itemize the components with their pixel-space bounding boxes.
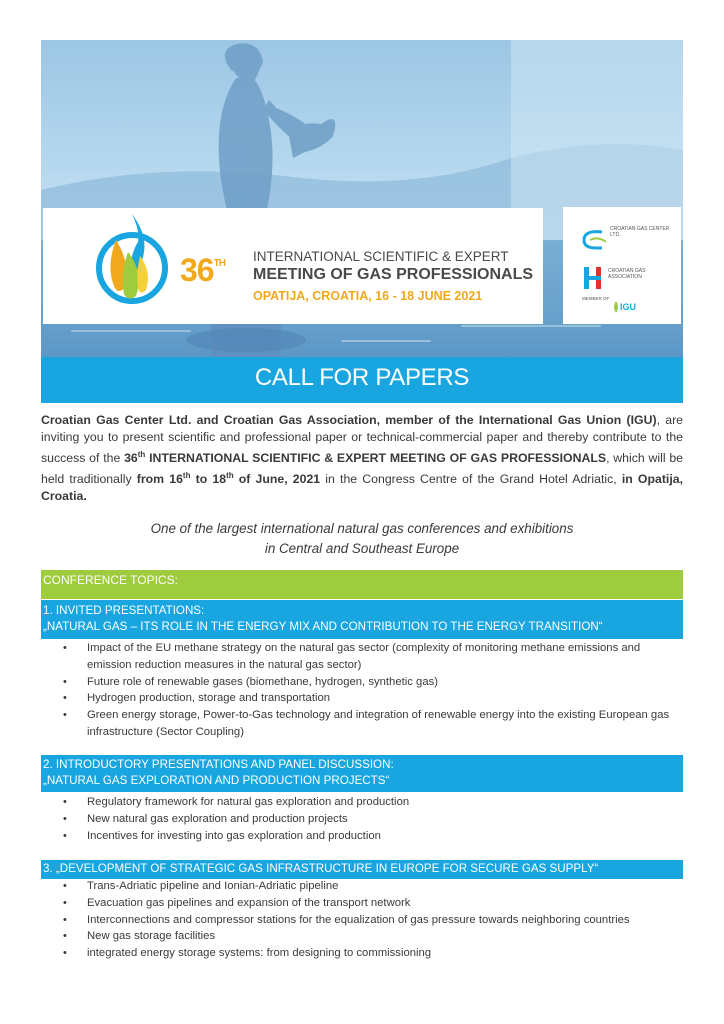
list-item: • Regulatory framework for natural gas exploration and production [41, 794, 683, 811]
bullet-icon: • [63, 896, 67, 909]
list-item: • Trans-Adriatic pipeline and Ionian-Adriatic pipeline [41, 878, 683, 895]
banner-title-line1: INTERNATIONAL SCIENTIFIC & EXPERT [253, 249, 509, 264]
banner-location-date: OPATIJA, CROATIA, 16 - 18 JUNE 2021 [253, 289, 483, 303]
section1-list [41, 640, 683, 741]
sea-wave [461, 325, 601, 327]
igu-leaf-icon [612, 301, 620, 313]
list-item: • integrated energy storage systems: from designing to commissioning [41, 945, 683, 962]
bullet-icon: • [63, 812, 67, 825]
section2-heading: 2. INTRODUCTORY PRESENTATIONS AND PANEL DISCUSSION: „NATURAL GAS EXPLORATION AND PRODUCTION PROJECTS“ [41, 755, 683, 792]
igu-logo: IGU [620, 302, 637, 312]
bullet-icon: • [63, 709, 67, 722]
croatian-gas-center-logo-icon [580, 228, 608, 250]
call-for-papers-title: CALL FOR PAPERS [254, 364, 470, 391]
member-of-label: MEMBER OF [582, 296, 610, 301]
bullet-icon: • [63, 796, 67, 808]
banner-title-line2: MEETING OF GAS PROFESSIONALS [253, 266, 534, 283]
list-item: • Hydrogen production, storage and transportation [41, 690, 683, 707]
sea-wave [341, 340, 431, 342]
bullet-icon: • [63, 913, 67, 926]
bullet-icon: • [63, 675, 67, 688]
croatian-gas-association-logo-icon [584, 267, 606, 289]
partner-gas-association-name: CROATIAN GAS ASSOCIATION [608, 268, 646, 280]
tagline: One of the largest international natural gas conferences and exhibitions in Central and Southeast Europe [150, 521, 574, 556]
event-dates: from 16th to 18th of June, 2021 [136, 471, 321, 487]
section2-list [41, 794, 683, 844]
flame-logo-icon [88, 212, 178, 312]
intro-paragraph: Croatian Gas Center Ltd. and Croatian Gas Association, member of the International Gas Union (IGU), are inviting you to present scientific and professional paper or technical-commercial paper and thereby contribute to the success of the 36th INTERNATIONAL SCIENTIFIC & EXPERT MEETING OF GAS PROFESSIONALS, which will be held traditionally from 16th to 18th of June, 2021 in the Congress Centre of the Grand Hotel Adriatic, in Opatija, Croatia. [41, 413, 684, 504]
list-item: • Incentives for investing into gas exploration and production [41, 828, 683, 845]
section1-heading: 1. INVITED PRESENTATIONS: „NATURAL GAS – ITS ROLE IN THE ENERGY MIX AND CONTRIBUTION TO THE ENERGY TRANSITION“ [41, 600, 683, 639]
bullet-icon: • [63, 947, 67, 960]
list-item: • New natural gas exploration and production projects [41, 811, 683, 828]
list-item: • Impact of the EU methane strategy on the natural gas sector (complexity of monitoring methane emissions and emission reduction measures in the natural gas sector) [63, 642, 641, 671]
list-item: • Interconnections and compressor stations for the equalization of gas pressure towards neighboring countries [41, 912, 683, 929]
list-item: • Green energy storage, Power-to-Gas technology and integration of renewable energy into the existing European gas infrastructure (Sector Coupling) [63, 709, 670, 738]
bullet-icon: • [63, 692, 67, 705]
list-item: • Future role of renewable gases (biomethane, hydrogen, synthetic gas) [41, 674, 683, 691]
partner-gas-center-name: CROATIAN GAS CENTER LTD. [610, 226, 670, 238]
bullet-icon: • [63, 930, 67, 943]
section3-heading: 3. „DEVELOPMENT OF STRATEGIC GAS INFRASTRUCTURE IN EUROPE FOR SECURE GAS SUPPLY“ [41, 860, 683, 879]
bullet-icon: • [63, 642, 67, 654]
sea-wave [71, 330, 191, 332]
edition-number: 36TH [180, 252, 225, 288]
organizers: Croatian Gas Center Ltd. and Croatian Gas Association, member of the International Gas Union (IGU) [41, 413, 657, 427]
conference-topics-heading: CONFERENCE TOPICS: [41, 570, 683, 599]
event-place: in Opatija, Croatia. [41, 472, 684, 504]
list-item: • New gas storage facilities [41, 928, 683, 945]
section3-list [41, 878, 683, 962]
bullet-icon: • [63, 829, 67, 842]
bullet-icon: • [63, 880, 67, 892]
list-item: • Evacuation gas pipelines and expansion of the transport network [41, 895, 683, 912]
event-name: 36th INTERNATIONAL SCIENTIFIC & EXPERT MEETING OF GAS PROFESSIONALS [124, 450, 607, 466]
